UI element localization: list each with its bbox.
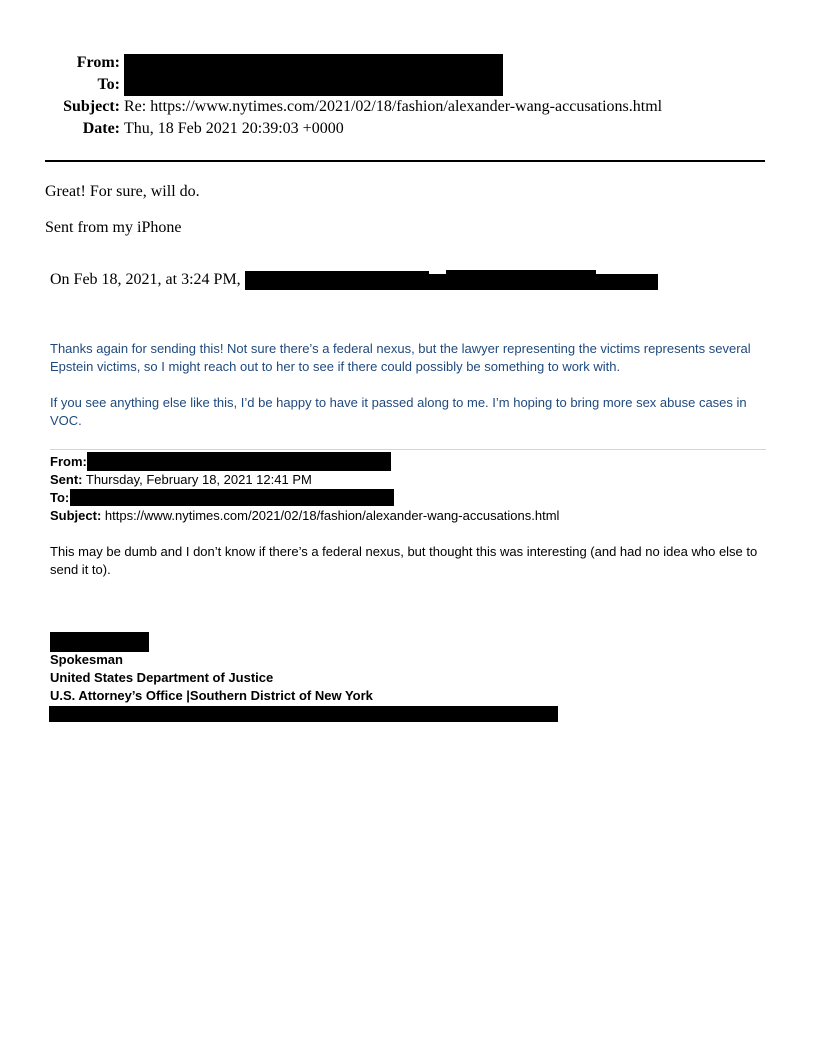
fwd-sent-value: Thursday, February 18, 2021 12:41 PM: [85, 472, 312, 487]
fwd-to-redaction: [70, 489, 394, 506]
fwd-from-row: [50, 453, 87, 471]
from-label: From:: [76, 54, 120, 71]
fwd-to-row: [50, 489, 69, 507]
subject-value: Re: https://www.nytimes.com/2021/02/18/fashion/alexander-wang-accusations.html: [124, 98, 663, 115]
fwd-body: This may be dumb and I don’t know if there’s a federal nexus, but thought this was interesting (and had no idea who else to send it to).: [50, 544, 758, 577]
quoted-paragraph-2: If you see anything else like this, I’d be happy to have it passed along to me. I’m hoping to bring more sex abuse cases in VOC.: [50, 395, 747, 428]
to-redaction: [124, 74, 503, 96]
reply-signature-line: Sent from my iPhone: [45, 219, 182, 236]
quote-sender-redaction-1: [245, 271, 429, 290]
fwd-from-redaction: [87, 452, 391, 471]
fwd-subject-label: Subject:: [50, 508, 102, 523]
quoted-paragraph-1: Thanks again for sending this! Not sure there’s a federal nexus, but the lawyer representing the victims represents several Epstein victims, so I might reach out to her to see if there could possibly be something to work with.: [50, 341, 751, 374]
signature-department: United States Department of Justice: [50, 670, 274, 685]
fwd-from-label: From:: [50, 454, 87, 469]
reply-line-1: Great! For sure, will do.: [45, 183, 200, 200]
fwd-subject-row: [50, 507, 559, 525]
fwd-to-label: To:: [50, 490, 70, 505]
quote-sender-redaction-3: [428, 274, 658, 290]
fwd-subject-value: https://www.nytimes.com/2021/02/18/fashion/alexander-wang-accusations.html: [104, 508, 560, 523]
fwd-sent-row: [50, 471, 312, 489]
date-label: Date:: [82, 120, 120, 137]
to-label: To:: [97, 76, 120, 93]
signature-name-redaction: [50, 632, 149, 652]
date-value: Thu, 18 Feb 2021 20:39:03 +0000: [124, 120, 344, 137]
subject-label: Subject:: [63, 98, 120, 115]
from-redaction: [124, 54, 503, 75]
signature-office: U.S. Attorney’s Office |Southern District of New York: [50, 688, 373, 703]
signature-contact-redaction: [49, 706, 558, 722]
fwd-sent-label: Sent:: [50, 472, 83, 487]
header-divider: [45, 160, 765, 162]
quote-intro: On Feb 18, 2021, at 3:24 PM,: [50, 271, 241, 288]
signature-title: Spokesman: [50, 652, 123, 667]
forward-divider: [50, 449, 766, 450]
